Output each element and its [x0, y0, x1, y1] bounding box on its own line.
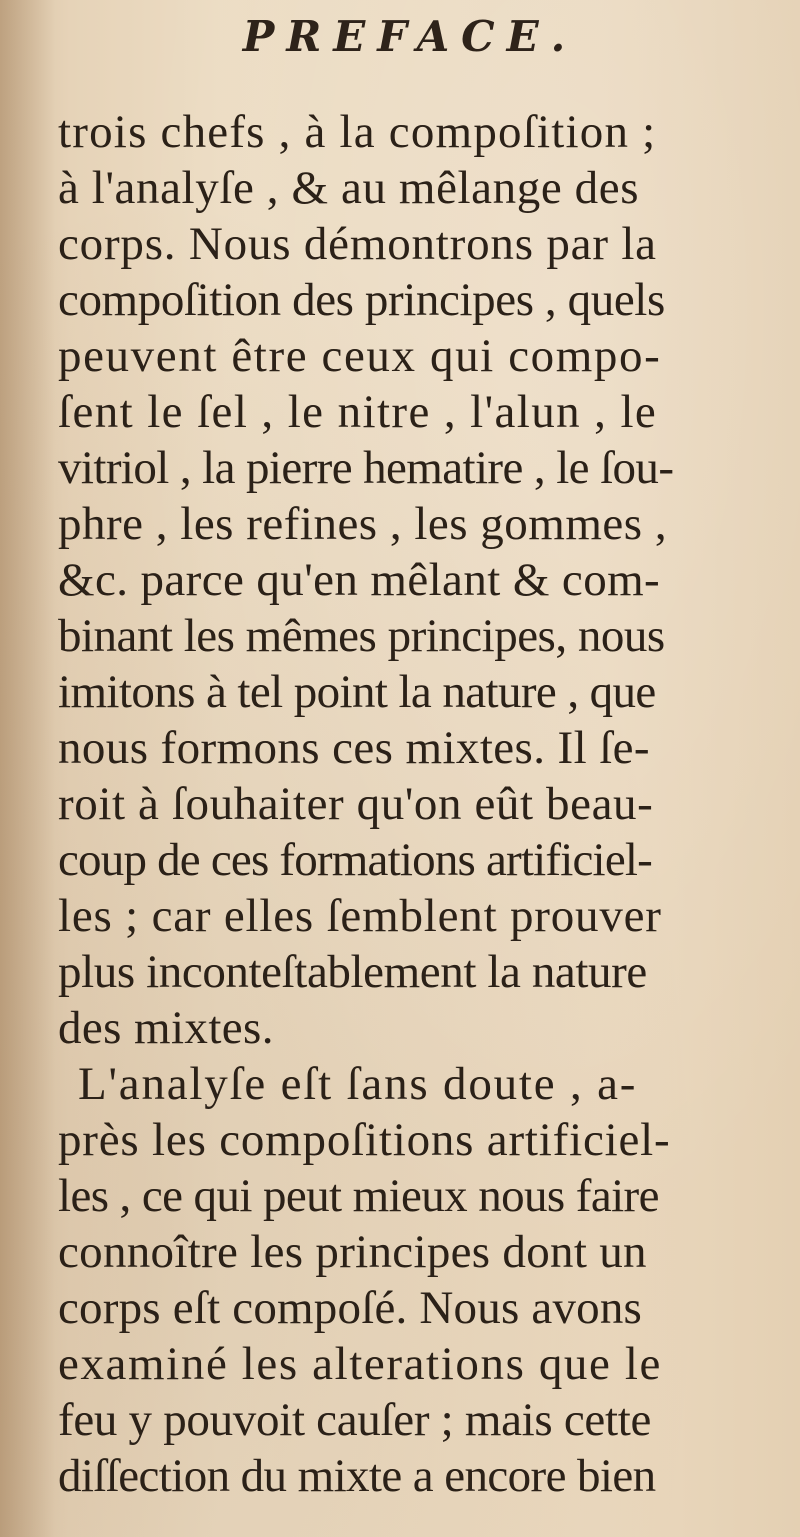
text-line: &c. parce qu'en mêlant & com- [58, 554, 661, 606]
text-line: diſſection du mixte a encore bien [58, 1450, 656, 1502]
text-line: binant les mêmes principes, nous [58, 610, 665, 662]
text-line: examiné les alterations que le [58, 1338, 662, 1390]
text-line: feu y pouvoit cauſer ; mais cette [58, 1394, 652, 1446]
paragraph-start-line: L'analyſe eſt ſans doute , a- [78, 1058, 638, 1110]
text-line: compoſition des principes , quels [58, 274, 665, 326]
text-line: peuvent être ceux qui compo- [58, 330, 662, 382]
text-line: corps. Nous démontrons par la [58, 218, 657, 270]
text-line: des mixtes. [58, 1002, 274, 1054]
running-head: PREFACE. [242, 12, 578, 61]
text-line: phre , les refines , les gommes , [58, 498, 668, 550]
text-line: plus inconteſtablement la nature [58, 946, 647, 998]
text-line: nous formons ces mixtes. Il ſe- [58, 722, 650, 774]
binding-shadow [0, 0, 55, 1537]
text-line: près les compoſitions artificiel- [58, 1114, 671, 1166]
text-line: les , ce qui peut mieux nous faire [58, 1170, 659, 1222]
text-line: imitons à tel point la nature , que [58, 666, 656, 718]
text-line: ſent le ſel , le nitre , l'alun , le [58, 386, 658, 438]
text-line: les ; car elles ſemblent prouver [58, 890, 662, 942]
text-line: trois chefs , à la compoſition ; [58, 106, 657, 158]
text-line: à l'analyſe , & au mêlange des [58, 162, 640, 214]
text-line: vitriol , la pierre hematire , le ſou- [58, 442, 674, 494]
text-line: corps eſt compoſé. Nous avons [58, 1282, 643, 1334]
text-line: connoître les principes dont un [58, 1226, 647, 1278]
text-line: coup de ces formations artificiel- [58, 834, 652, 886]
text-line: roit à ſouhaiter qu'on eût beau- [58, 778, 654, 830]
